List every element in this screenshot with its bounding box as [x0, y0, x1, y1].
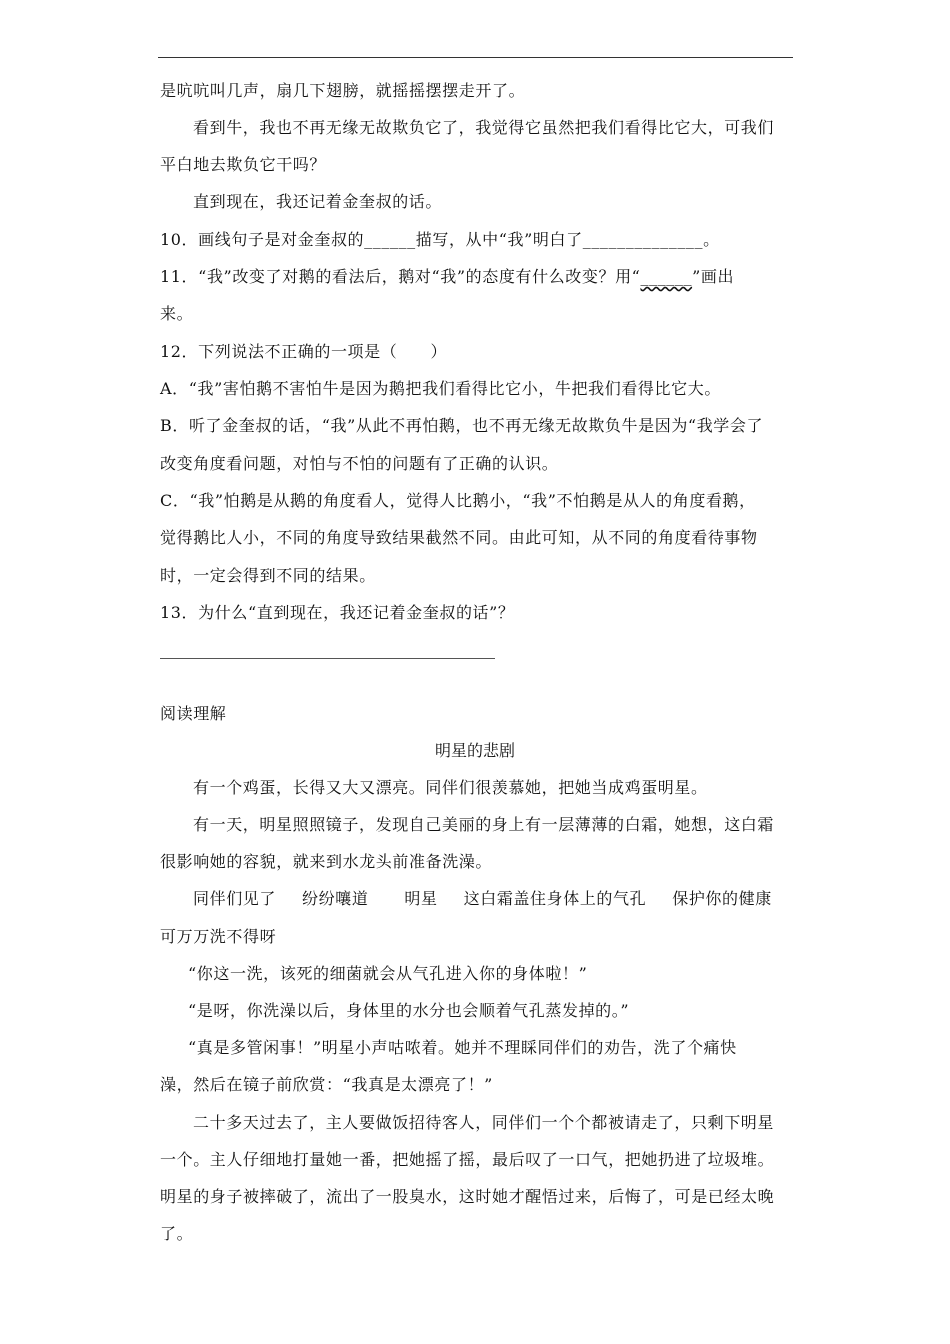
option-a: A．“我”害怕鹅不害怕牛是因为鹅把我们看得比它小，牛把我们看得比它大。 — [160, 379, 721, 398]
header-rule — [158, 57, 793, 58]
question-11-line2: 来。 — [160, 304, 194, 323]
story-paragraph: 二十多天过去了，主人要做饭招待客人，同伴们一个个都被请走了，只剩下明星 — [193, 1113, 775, 1132]
story-paragraph-punctuation-blanks — [193, 888, 772, 910]
story-paragraph-cont: 很影响她的容貌，就来到水龙头前准备洗澡。 — [160, 852, 493, 871]
option-c-cont: 觉得鹅比人小，不同的角度导致结果截然不同。由此可知，从不同的角度看待事物 — [160, 528, 758, 547]
option-c-cont: 时，一定会得到不同的结果。 — [160, 566, 376, 585]
segment: 同伴们见了 — [193, 889, 277, 908]
wavy-line-mark: ______ — [640, 267, 693, 286]
question-11-text: 11．“我”改变了对鹅的看法后，鹅对“我”的态度有什么改变？用“ — [160, 267, 641, 286]
answer-blank-line — [160, 658, 495, 659]
story-paragraph: 有一天，明星照照镜子，发现自己美丽的身上有一层薄薄的白霜，她想，这白霜 — [193, 815, 775, 834]
option-b-cont: 改变角度看问题，对怕与不怕的问题有了正确的认识。 — [160, 454, 559, 473]
story-paragraph-cont: 一个。主人仔细地打量她一番，把她摇了摇，最后叹了一口气，把她扔进了垃圾堆。 — [160, 1150, 775, 1169]
segment: 这白霜盖住身体上的气孔 — [463, 889, 647, 908]
story-title: 明星的悲剧 — [434, 741, 515, 760]
story-paragraph-cont: 明星的身子被摔破了，流出了一股臭水，这时她才醒悟过来，后悔了，可是已经太晚 — [160, 1187, 775, 1206]
story-paragraph-cont: 了。 — [160, 1224, 194, 1243]
story-dialogue: “真是多管闲事！”明星小声咕哝着。她并不理睬同伴们的劝告，洗了个痛快 — [188, 1038, 737, 1057]
passage-line: 直到现在，我还记着金奎叔的话。 — [193, 192, 443, 211]
story-paragraph-cont: 可万万洗不得呀 — [160, 927, 277, 946]
passage-line: 平白地去欺负它干吗？ — [160, 155, 327, 174]
option-b: B．听了金奎叔的话，“我”从此不再怕鹅，也不再无缘无故欺负牛是因为“我学会了 — [160, 416, 764, 435]
question-11-text-end: ”画出 — [692, 267, 735, 286]
segment: 明星 — [404, 889, 438, 908]
option-c: C．“我”怕鹅是从鹅的角度看人，觉得人比鹅小，“我”不怕鹅是从人的角度看鹅， — [160, 491, 756, 510]
question-12: 12．下列说法不正确的一项是（ ） — [160, 342, 448, 361]
story-paragraph: 有一个鸡蛋，长得又大又漂亮。同伴们很羡慕她，把她当成鸡蛋明星。 — [193, 778, 708, 797]
story-dialogue: “你这一洗，该死的细菌就会从气孔进入你的身体啦！” — [188, 964, 588, 983]
question-11 — [160, 266, 734, 288]
question-13: 13．为什么“直到现在，我还记着金奎叔的话”？ — [160, 603, 515, 622]
passage-line: 是吭吭叫几声，扇几下翅膀，就摇摇摆摆走开了。 — [160, 81, 526, 100]
section-heading: 阅读理解 — [160, 704, 227, 723]
segment: 保护你的健康 — [672, 889, 772, 908]
segment: 纷纷嚷道 — [302, 889, 369, 908]
passage-line: 看到牛，我也不再无缘无故欺负它了，我觉得它虽然把我们看得比它大，可我们 — [193, 118, 775, 137]
question-10: 10．画线句子是对金奎叔的______描写，从中“我”明白了______________。 — [160, 230, 720, 249]
story-paragraph-cont: 澡，然后在镜子前欣赏：“我真是太漂亮了！” — [160, 1075, 493, 1094]
story-dialogue: “是呀，你洗澡以后，身体里的水分也会顺着气孔蒸发掉的。” — [188, 1001, 630, 1020]
